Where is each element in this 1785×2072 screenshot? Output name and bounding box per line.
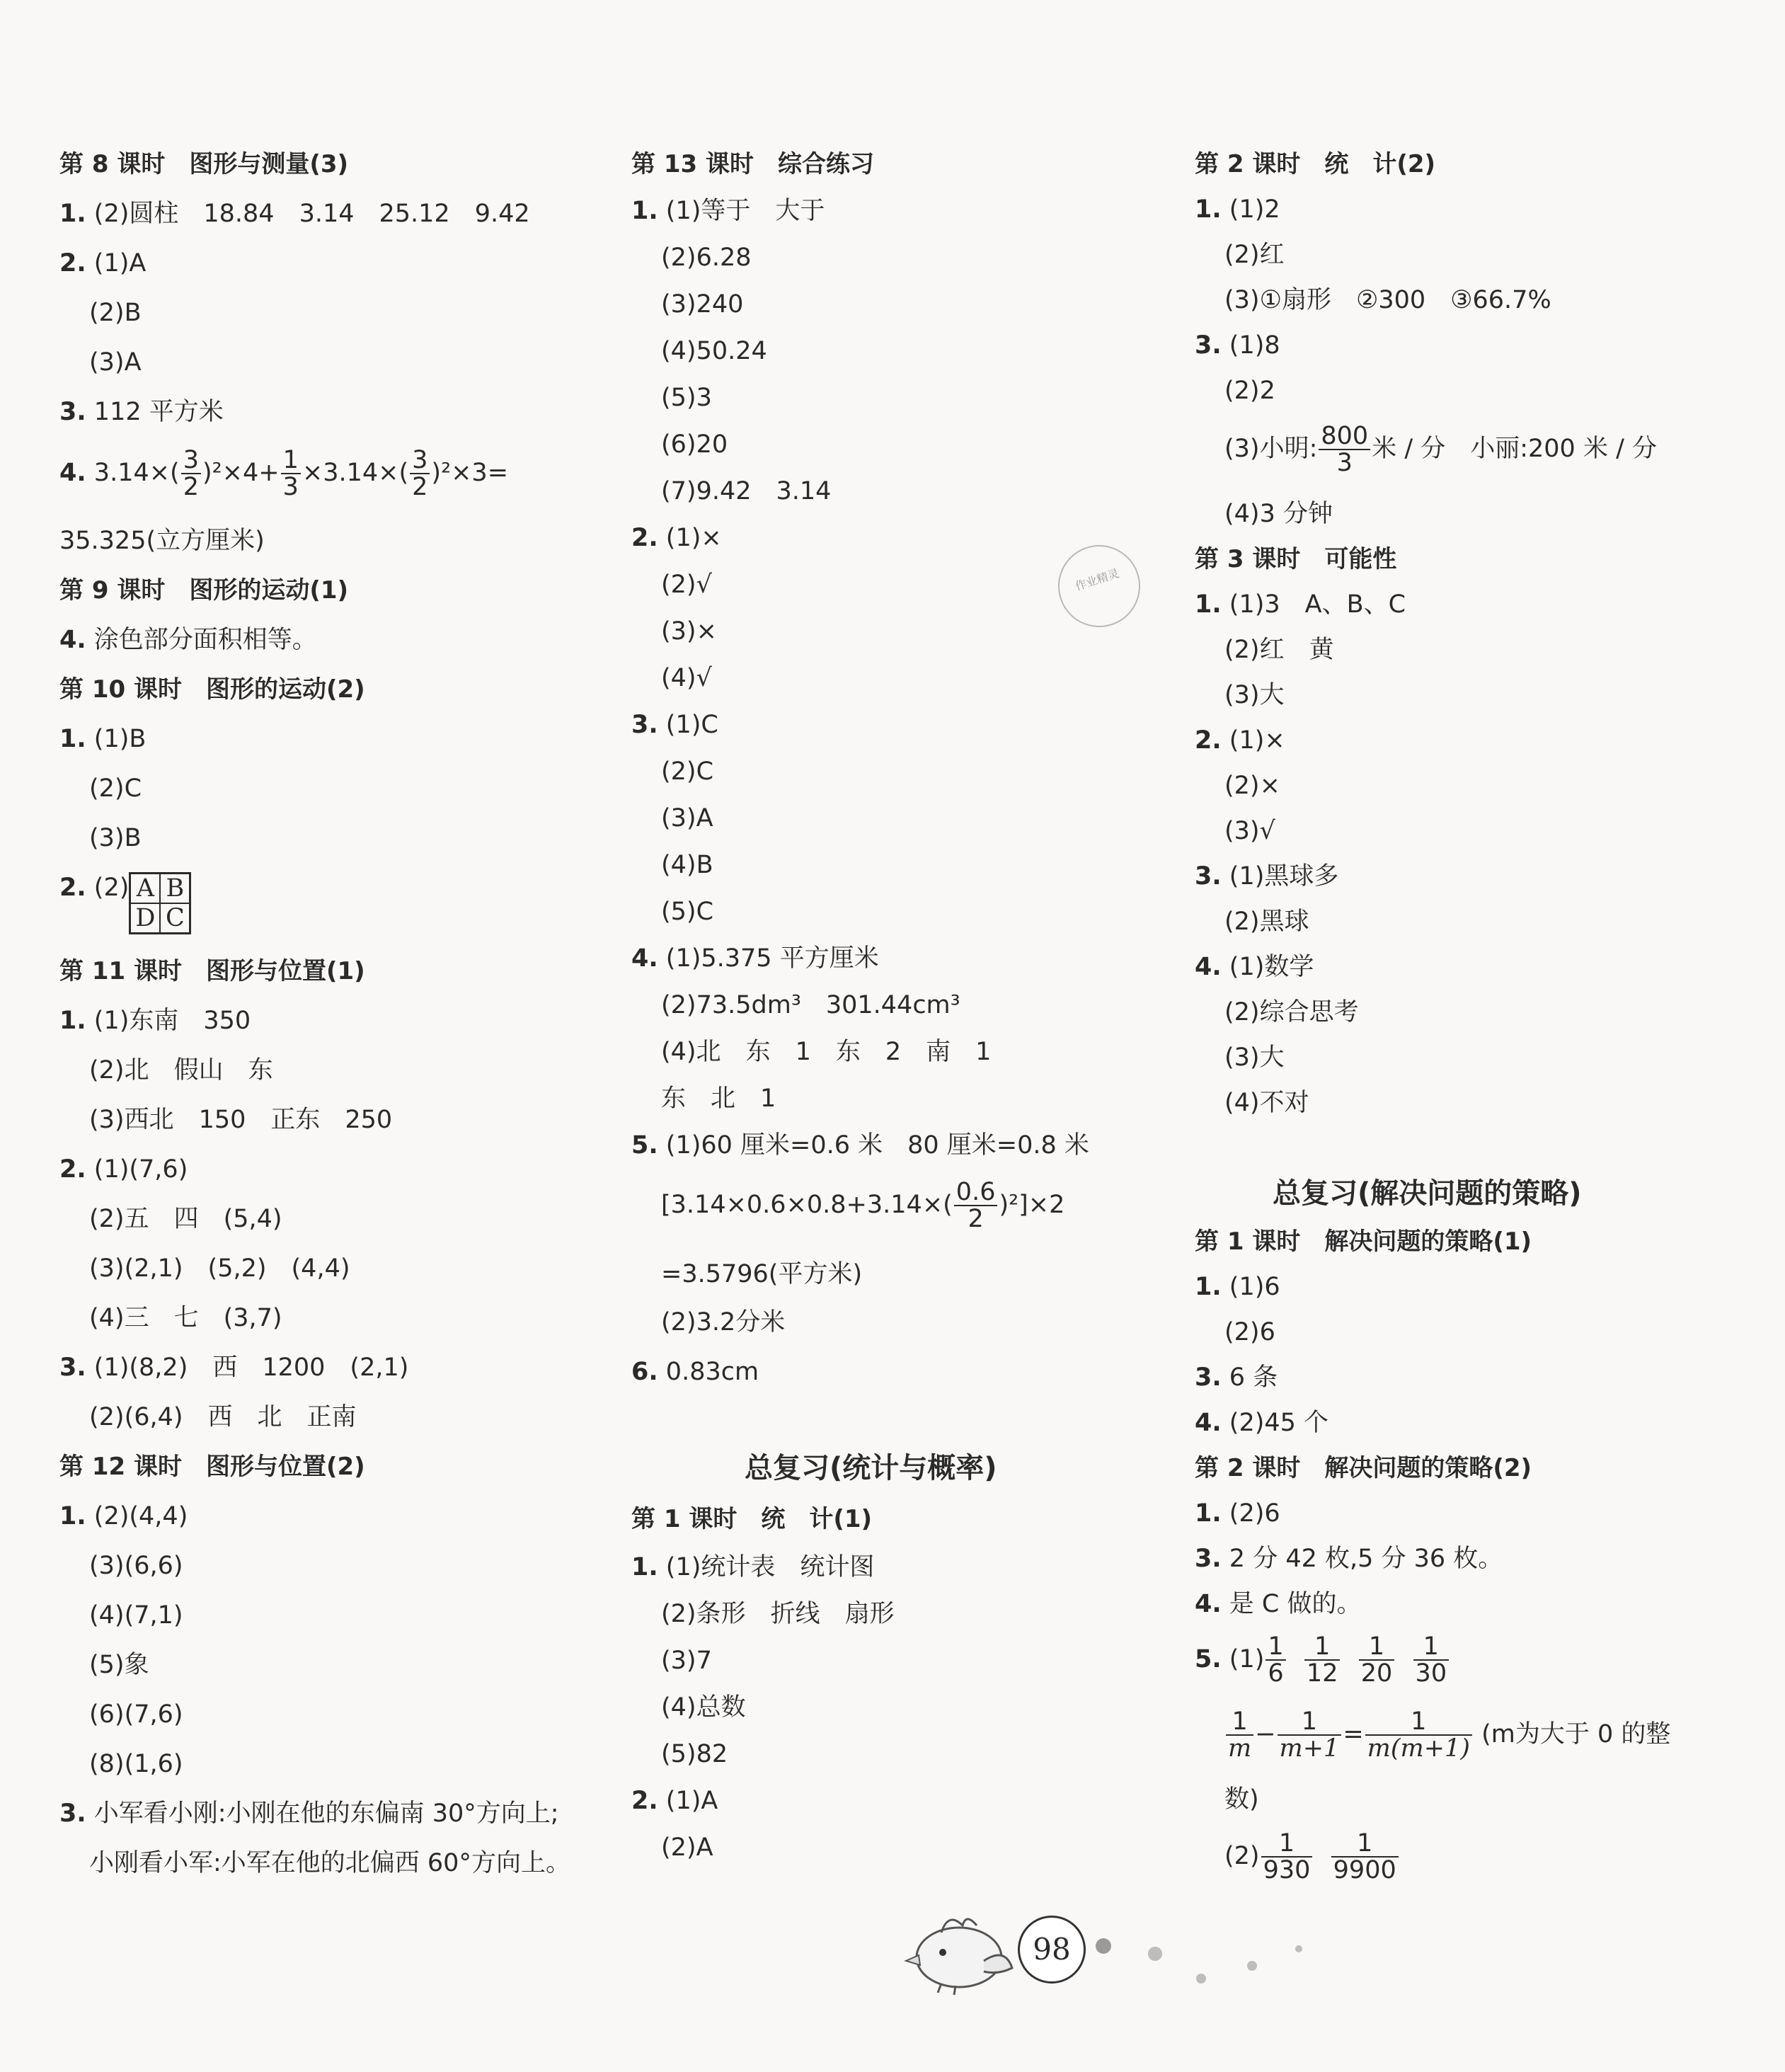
lesson-heading: 第 2 课时 统 计(2) [1195,150,1436,178]
answer-line: 2. (1)(7,6) [59,1155,188,1184]
answer-line: (2)6.28 [661,244,752,272]
answer-line: (5)3 [661,384,712,412]
decor-dot [1247,1961,1257,1971]
answer-line: (2)√ [661,571,712,599]
answer-line: (2)综合思考 [1224,998,1359,1026]
answer-line: 6. 0.83cm [631,1358,759,1386]
answer-line: 1. (1)等于 大于 [631,197,825,225]
answer-line: 3. 小军看小刚:小刚在他的东偏南 30°方向上; [59,1799,559,1828]
lesson-heading: 第 1 课时 解决问题的策略(1) [1195,1227,1532,1256]
fraction: $\frac{1}{12}$ [1304,1634,1341,1686]
answer-line: (4)北 东 1 东 2 南 1 [661,1038,992,1066]
answer-line: 2. (1)× [631,524,722,552]
fraction: $\frac{1}{m}$ [1226,1709,1253,1761]
answer-line: (2)条形 折线 扇形 [661,1600,895,1628]
answer-line: (5)C [661,898,714,926]
answer-line: (2)红 黄 [1224,636,1334,664]
lesson-heading: 第 2 课时 解决问题的策略(2) [1195,1454,1532,1482]
answer-line: (3)240 [661,290,744,319]
section-title: 总复习(解决问题的策略) [1273,1177,1582,1210]
answer-line: 2. (2) A B D C [59,872,191,934]
answer-line: 3. 6 条 [1195,1363,1278,1392]
answer-line: (5)象 [89,1651,149,1679]
answer-line: (3)(2,1) (5,2) (4,4) [89,1254,350,1283]
answer-line: (3)西北 150 正东 250 [89,1106,393,1134]
answer-line: 4. 涂色部分面积相等。 [59,626,317,654]
answer-line: 4. (1)数学 [1195,953,1314,981]
answer-line: (6)20 [661,430,728,459]
answer-line: (5)82 [661,1740,728,1768]
lesson-heading: 第 11 课时 图形与位置(1) [59,957,365,985]
lesson-heading: 第 13 课时 综合练习 [631,150,874,178]
decor-dot [1096,1938,1111,1954]
answer-line: 1. (2)6 [1195,1499,1280,1528]
answer-line: (4)(7,1) [89,1601,183,1630]
answer-line: 3. (1)8 [1195,331,1280,360]
decor-dot [1295,1945,1302,1952]
answer-line: (3)√ [1224,817,1275,845]
answer-line: (2)73.5dm³ 301.44cm³ [661,991,960,1019]
fraction: $\frac{1}{3}$ [281,447,301,500]
answer-line: (3)B [89,824,142,852]
answer-line: 4. (2)45 个 [1195,1409,1329,1437]
answer-line: 3. 2 分 42 枚,5 分 36 枚。 [1195,1545,1503,1573]
letter-grid: A B D C [129,872,191,934]
fraction: $\frac{1}{20}$ [1359,1634,1395,1686]
answer-line: 1. (1)6 [1195,1273,1280,1301]
answer-line: (3)A [661,804,713,832]
answer-line: 东 北 1 [661,1084,776,1113]
answer-line: (2)(6,4) 西 北 正南 [89,1403,357,1431]
answer-line: 2. (1)A [59,249,147,277]
answer-line: 1. (1)2 [1195,195,1280,224]
fraction: $\frac{1}{30}$ [1413,1634,1450,1686]
decor-dot [1148,1947,1162,1961]
bird-icon [899,1904,1019,1996]
lesson-heading: 第 3 课时 可能性 [1195,545,1397,573]
answer-line: (3)小明: $\frac{800}{3}$ 米 / 分 小丽:200 米 / 分 [1224,422,1657,477]
fraction: $\frac{3}{2}$ [181,447,201,500]
answer-line: 5. (1) $\frac{1}{6}$ $\frac{1}{12}$ $\frac{1}{20}$ $\frac{1}{30}$ [1195,1634,1450,1686]
answer-line: (4)50.24 [661,337,767,365]
lesson-heading: 第 10 课时 图形的运动(2) [59,675,365,704]
answer-line: (2)6 [1224,1318,1275,1346]
answer-line: 35.325(立方厘米) [59,527,265,555]
lesson-heading: 第 1 课时 统 计(1) [631,1505,873,1533]
answer-line: (3)A [89,348,142,377]
fraction: $\frac{800}{3}$ [1319,423,1370,476]
answer-line: 3. (1)C [631,711,718,739]
answer-line: 4. 是 C 做的。 [1195,1590,1362,1618]
answer-line: (2) $\frac{1}{930}$ $\frac{1}{9900}$ [1195,1831,1400,1883]
answer-line: (7)9.42 3.14 [661,477,832,505]
answer-line: $\frac{1}{m}$ − $\frac{1}{m+1}$ = $\frac{1}{m(m+1)}$ (m为大于 0 的整 [1195,1709,1670,1761]
fraction: $\frac{1}{m(m+1)}$ [1365,1709,1472,1761]
answer-line: 1. (1)3 A、B、C [1195,590,1406,619]
answer-line: 3. (1)黑球多 [1195,862,1339,891]
lesson-heading: 第 12 课时 图形与位置(2) [59,1453,365,1481]
answer-line: (2)北 假山 东 [89,1056,273,1084]
answer-line: 1. (1)东南 350 [59,1007,251,1035]
answer-line: 1. (1)B [59,725,147,753]
answer-line: (2)黑球 [1224,908,1309,936]
answer-line: (4)√ [661,664,712,692]
answer-line: (2)A [661,1833,713,1862]
answer-line: 数) [1224,1785,1259,1814]
answer-line: (2)C [89,774,142,803]
section-title: 总复习(统计与概率) [745,1452,997,1484]
answer-line: (4)B [661,851,713,879]
answer-line: (3)大 [1224,681,1285,709]
fraction: $\frac{1}{6}$ [1265,1634,1285,1686]
answer-line: =3.5796(平方米) [661,1260,863,1288]
answer-line: (2)五 四 (5,4) [89,1205,282,1233]
answer-line: (2)2 [1224,377,1275,405]
answer-line: (3)大 [1224,1043,1285,1072]
answer-line: 4. 3.14×( $\frac{3}{2}$ )²×4+ $\frac{1}{3}$ ×3.14×( $\frac{3}{2}$ )²×3= [59,446,509,501]
fraction: $\frac{3}{2}$ [410,447,430,500]
answer-line: (2)3.2分米 [661,1308,786,1337]
answer-line: 2. (1)× [1195,726,1285,755]
answer-line: [3.14×0.6×0.8+3.14×( $\frac{0.6}{2}$ )²]×2 [661,1178,1065,1233]
answer-line: 1. (1)统计表 统计图 [631,1553,875,1581]
answer-line: (3)7 [661,1647,712,1675]
answer-line: 1. (2)(4,4) [59,1502,188,1530]
lesson-heading: 第 8 课时 图形与测量(3) [59,150,349,178]
answer-line: (4)不对 [1224,1089,1309,1117]
fraction: $\frac{1}{m+1}$ [1278,1709,1342,1761]
answer-line: (8)(1,6) [89,1750,183,1778]
answer-line: (3)× [661,617,717,646]
answer-line: (2)C [661,757,714,786]
answer-line: 5. (1)60 厘米=0.6 米 80 厘米=0.8 米 [631,1131,1089,1160]
page-number: 98 [1018,1916,1086,1984]
answer-line: 4. (1)5.375 平方厘米 [631,944,879,973]
fraction: $\frac{1}{930}$ [1261,1831,1313,1883]
answer-line: (4)3 分钟 [1224,500,1333,528]
answer-line: (3)①扇形 ②300 ③66.7% [1224,286,1551,314]
lesson-heading: 第 9 课时 图形的运动(1) [59,576,349,605]
decor-dot [1196,1974,1206,1984]
answer-line: 3. 112 平方米 [59,398,224,426]
answer-line: (4)总数 [661,1693,746,1722]
answer-line: (6)(7,6) [89,1700,183,1729]
answer-line: 2. (1)A [631,1787,718,1815]
answer-line: (2)B [89,299,142,327]
answer-line: 小刚看小军:小军在他的北偏西 60°方向上。 [89,1849,570,1877]
fraction: $\frac{0.6}{2}$ [954,1179,998,1232]
answer-line: 1. (2)圆柱 18.84 3.14 25.12 9.42 [59,200,530,228]
answer-line: (3)(6,6) [89,1552,183,1580]
answer-line: (4)三 七 (3,7) [89,1304,282,1332]
answer-line: (2)× [1224,772,1280,800]
fraction: $\frac{1}{9900}$ [1331,1831,1399,1883]
stamp-logo: 作业精灵 [1048,534,1151,638]
answer-line: (2)红 [1224,241,1285,269]
answer-line: 3. (1)(8,2) 西 1200 (2,1) [59,1353,409,1382]
